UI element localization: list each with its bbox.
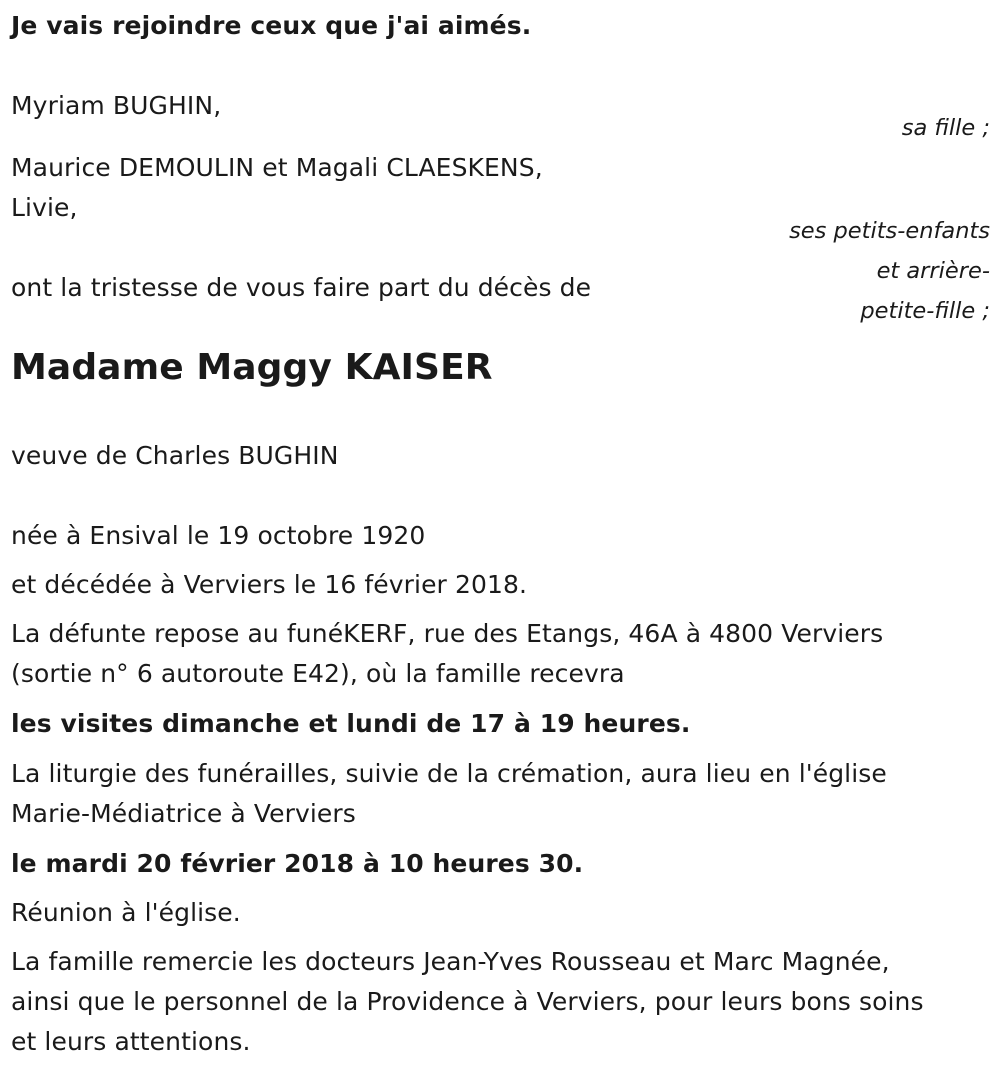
daughter-name: Myriam BUGHIN, (11, 91, 222, 120)
grandchildren-role-line3: petite-fille ; (860, 298, 990, 324)
great-grandchild-name: Livie, (11, 193, 78, 222)
thanks-line3: et leurs attentions. (11, 1027, 251, 1056)
grandchildren-names: Maurice DEMOULIN et Magali CLAESKENS, (11, 153, 543, 182)
ceremony-date: le mardi 20 février 2018 à 10 heures 30. (11, 849, 584, 878)
liturgy-line2: Marie-Médiatrice à Verviers (11, 799, 356, 828)
thanks-line1: La famille remercie les docteurs Jean-Yves Rousseau et Marc Magnée, (11, 947, 890, 976)
deceased-name: Madame Maggy KAISER (11, 347, 493, 388)
daughter-role: sa fille ; (901, 115, 990, 141)
grandchildren-role-line2: et arrière- (876, 258, 990, 284)
meeting-line: Réunion à l'église. (11, 898, 241, 927)
grandchildren-role-line1: ses petits-enfants (789, 218, 990, 244)
death-line: et décédée à Verviers le 16 février 2018. (11, 570, 528, 599)
birth-line: née à Ensival le 19 octobre 1920 (11, 521, 426, 550)
announcement: ont la tristesse de vous faire part du décès de (11, 273, 592, 302)
epigraph: Je vais rejoindre ceux que j'ai aimés. (11, 11, 532, 40)
repose-line2: (sortie n° 6 autoroute E42), où la famille recevra (11, 659, 625, 688)
liturgy-line1: La liturgie des funérailles, suivie de la crémation, aura lieu en l'église (11, 759, 887, 788)
widow-of: veuve de Charles BUGHIN (11, 441, 339, 470)
thanks-line2: ainsi que le personnel de la Providence à Verviers, pour leurs bons soins (11, 987, 924, 1016)
visits-line: les visites dimanche et lundi de 17 à 19 heures. (11, 709, 691, 738)
repose-line1: La défunte repose au funéKERF, rue des Etangs, 46A à 4800 Verviers (11, 619, 884, 648)
